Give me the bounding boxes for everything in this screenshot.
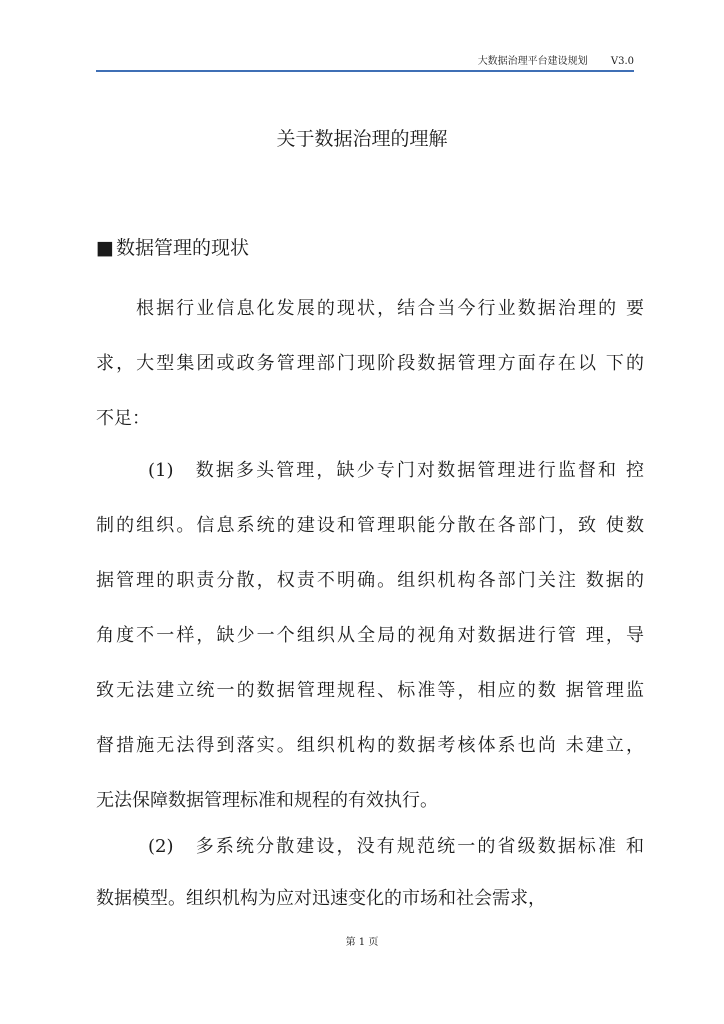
paragraph-line: 根据行业信息化发展的现状，结合当今行业数据治理的 要	[136, 298, 644, 319]
paragraph-line: (1) 数据多头管理，缺少专门对数据管理进行监督和 控	[148, 460, 644, 481]
paragraph-line: (2) 多系统分散建设，没有规范统一的省级数据标准 和	[148, 836, 644, 857]
square-bullet-icon: ■	[96, 237, 114, 259]
paragraph-line: 角度不一样，缺少一个组织从全局的视角对数据进行管 理，导	[96, 625, 644, 646]
paragraph-line: 制的组织。信息系统的建设和管理职能分散在各部门，致 使数	[96, 515, 644, 536]
paragraph-line: 无法保障数据管理标准和规程的有效执行。	[96, 790, 438, 811]
section-heading	[96, 235, 249, 261]
paragraph-line: 督措施无法得到落实。组织机构的数据考核体系也尚 未建立，	[96, 735, 644, 756]
section-heading-text: 数据管理的现状	[115, 237, 249, 259]
paragraph-line: 数据模型。组织机构为应对迅速变化的市场和社会需求，	[96, 888, 546, 909]
header-version: V3.0	[610, 56, 634, 67]
document-title: 关于数据治理的理解	[276, 128, 448, 150]
paragraph-line: 致无法建立统一的数据管理规程、标准等，相应的数 据管理监	[96, 680, 644, 701]
header-title: 大数据治理平台建设规划	[477, 56, 588, 67]
paragraph-line: 不足：	[96, 408, 150, 429]
header-divider	[96, 70, 634, 72]
page-header	[96, 52, 634, 72]
page-number: 第 1 页	[345, 937, 379, 948]
paragraph-line: 据管理的职责分散，权责不明确。组织机构各部门关注 数据的	[96, 570, 644, 591]
paragraph-line: 求，大型集团或政务管理部门现阶段数据管理方面存在以 下的	[96, 353, 644, 374]
